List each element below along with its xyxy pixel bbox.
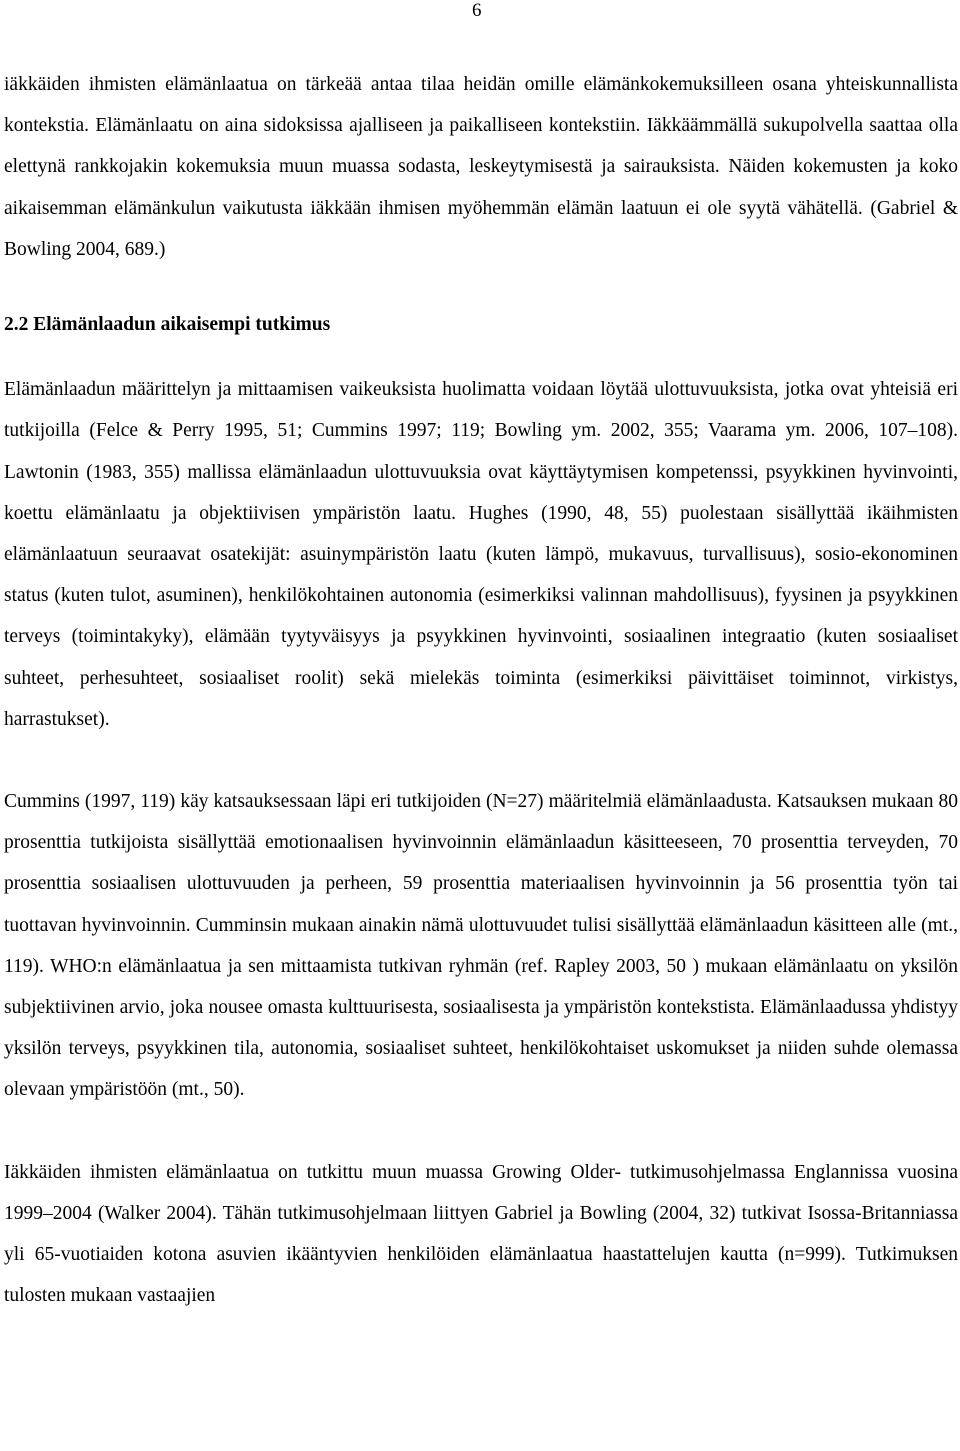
paragraph-dimensions: Elämänlaadun määrittelyn ja mittaamisen vaikeuksista huolimatta voidaan löytää ulottuvuuksista, jotka ovat yhteisiä eri tutkijoilla (Felce & Perry 1995, 51; Cummins 1997; 119; Bowling ym. 2002, 355; Vaarama ym. 2006, 107–108). Lawtonin (1983, 355) mallissa elämänlaadun ulottuvuuksia ovat käyttäytymisen kompetenssi, psyykkinen hyvinvointi, koettu elämänlaatu ja objektiivisen ympäristön laatu. Hughes (1990, 48, 55) puolestaan sisällyttää ikäihmisten elämänlaatuun seuraavat osatekijät: asuinympäristön laatu (kuten lämpö, mukavuus, turvallisuus), sosio-ekonominen status (kuten tulot, asuminen), henkilökohtainen autonomia (esimerkiksi valinnan mahdollisuus), fyysinen ja psyykkinen terveys (toimintakyky), elämään tyytyväisyys ja psyykkinen hyvinvointi, sosiaalinen integraatio (kuten sosiaaliset suhteet, perhesuhteet, sosiaaliset roolit) sekä mielekäs toiminta (esimerkiksi päivittäiset toiminnot, virkistys, harrastukset).	[4, 379, 958, 730]
paragraph-cummins: Cummins (1997, 119) käy katsauksessaan läpi eri tutkijoiden (N=27) määritelmiä elämänlaadusta. Katsauksen mukaan 80 prosenttia tutkijoista sisällyttää emotionaalisen hyvinvoinnin elämänlaadun käsitteeseen, 70 prosenttia terveyden, 70 prosenttia sosiaalisen ulottuvuuden ja perheen, 59 prosenttia materiaalisen hyvinvoinnin ja 56 prosenttia työn tai tuottavan hyvinvoinnin. Cumminsin mukaan ainakin nämä ulottuvuudet tulisi sisällyttää elämänlaadun käsitteen alle (mt., 119). WHO:n elämänlaatua ja sen mittaamista tutkivan ryhmän (ref. Rapley 2003, 50 ) mukaan elämänlaatu on yksilön subjektiivinen arvio, joka nousee omasta kulttuurisesta, sosiaalisesta ja ympäristön kontekstista. Elämänlaadussa yhdistyy yksilön terveys, psyykkinen tila, autonomia, sosiaaliset suhteet, henkilökohtaiset uskomukset ja niiden suhde olemassa olevaan ympäristöön (mt., 50).	[4, 791, 958, 1101]
paragraph-intro: iäkkäiden ihmisten elämänlaatua on tärkeää antaa tilaa heidän omille elämänkokemuksilleen osana yhteiskunnallista kontekstia. Elämänlaatu on aina sidoksissa ajalliseen ja paikalliseen kontekstiin. Iäkkäämmällä sukupolvella saattaa olla elettynä rankkojakin kokemuksia muun muassa sodasta, leskeytymisestä ja sairauksista. Näiden kokemusten ja koko aikaisemman elämänkulun vaikutusta iäkkään ihmisen myöhemmän elämän laatuun ei ole syytä vähätellä. (Gabriel & Bowling 2004, 689.)	[4, 74, 958, 260]
section-heading: 2.2 Elämänlaadun aikaisempi tutkimus	[4, 314, 331, 336]
document-body	[4, 64, 958, 1316]
page-number: 6	[472, 0, 482, 21]
paragraph-growing-older: Iäkkäiden ihmisten elämänlaatua on tutkittu muun muassa Growing Older- tutkimusohjelmassa Englannissa vuosina 1999–2004 (Walker 2004). Tähän tutkimusohjelmaan liittyen Gabriel ja Bowling (2004, 32) tutkivat Isossa-Britanniassa yli 65-vuotiaiden kotona asuvien ikääntyvien henkilöiden elämänlaatua haastattelujen kautta (n=999). Tutkimuksen tulosten mukaan vastaajien	[4, 1161, 958, 1307]
